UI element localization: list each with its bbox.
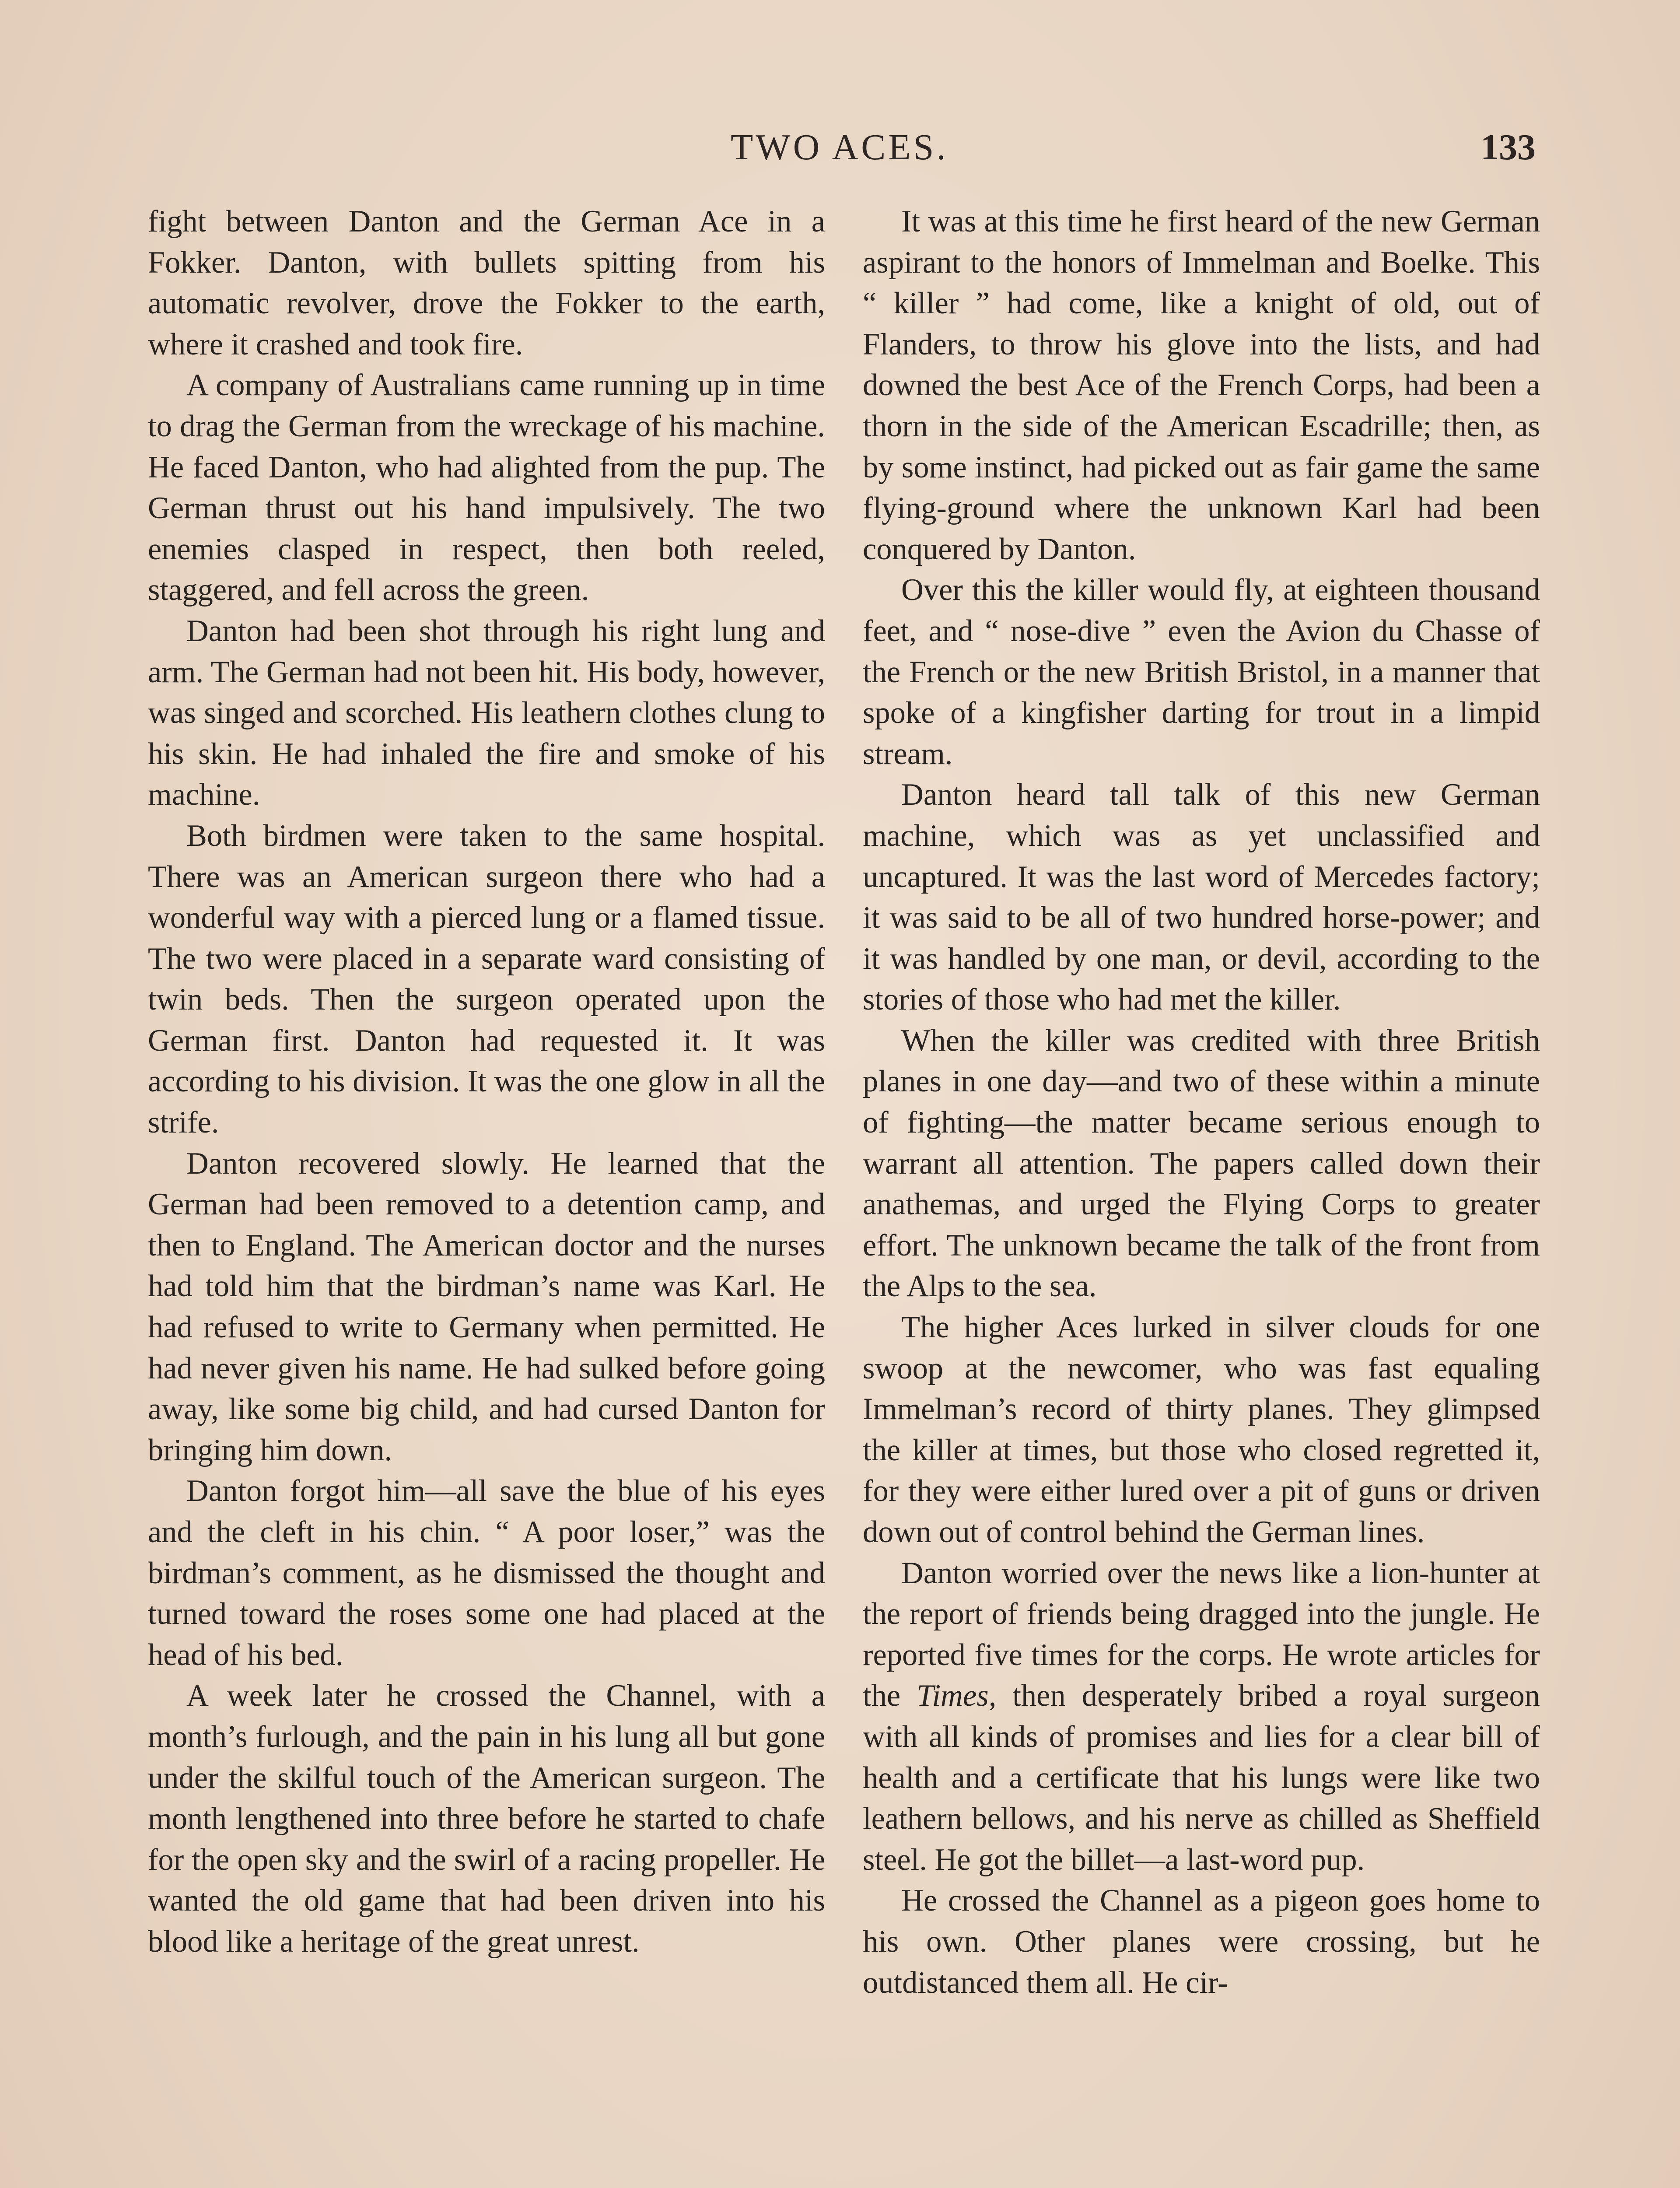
paragraph: It was at this time he first heard of the new German aspirant to the honors of Immelman and Boelke. This “ killer ” had come, like a knight of old, out of Flanders, to throw his glove into the lists, and had downed the best Ace of the French Corps, had been a thorn in the side of the American Escadrille; then, as by some instinct, had picked out as fair game the same flying-ground where the unknown Karl had been conquered by Danton. <box>863 204 1540 566</box>
paragraph: Danton had been shot through his right lung and arm. The German had not been hit. His body, however, was singed and scorched. His leathern clothes clung to his skin. He had inhaled the fire and smoke of his machine. <box>148 614 825 812</box>
right-column <box>863 201 1540 2003</box>
running-head <box>0 123 1680 172</box>
paragraph: Both birdmen were taken to the same hospital. There was an American surgeon there who had a wonderful way with a pierced lung or a flamed tissue. The two were placed in a separate ward consisting of twin beds. Then the surgeon operated upon the German first. Danton had requested it. It was according to his division. It was the one glow in all the strife. <box>148 818 825 1140</box>
page-number: 133 <box>1480 127 1536 168</box>
paragraph-text: then desperately bribed a royal surgeon with all kinds of promises and lies for a clear bill of health and a certificate that his lungs were like two leathern bellows, and his nerve as chilled as Sheffield steel. He got the billet—a last-word pup. <box>863 1679 1540 1877</box>
paragraph-text: Danton worried over the news like a lion-hunter at the report of friends being dragged into the jungle. He reported five times for the corps. He wrote articles for the <box>863 1556 1540 1713</box>
paragraph: Danton heard tall talk of this new German machine, which was as yet unclassified and uncaptured. It was the last word of Mercedes factory; it was said to be all of two hundred horse-power; and it was handled by one man, or devil, according to the stories of those who had met the killer. <box>863 778 1540 1017</box>
left-column <box>148 201 825 1963</box>
paragraph: He crossed the Channel as a pigeon goes home to his own. Other planes were crossing, but he outdistanced them all. He cir- <box>863 1883 1540 2000</box>
paragraph: The higher Aces lurked in silver clouds for one swoop at the newcomer, who was fast equaling Immelman’s record of thirty planes. They glimpsed the killer at times, but those who closed regretted it, for they were either lured over a pit of guns or driven down out of control behind the German lines. <box>863 1310 1540 1549</box>
paragraph: When the killer was credited with three British planes in one day—and two of these within a minute of fighting—the matter became serious enough to warrant all attention. The papers called down their anathemas, and urged the Flying Corps to greater effort. The unknown became the talk of the front from the Alps to the sea. <box>863 1023 1540 1304</box>
paragraph <box>863 1553 1540 1881</box>
paragraph: fight between Danton and the German Ace in a Fokker. Danton, with bullets spitting from his automatic revolver, drove the Fokker to the earth, where it crashed and took fire. <box>148 204 825 361</box>
paragraph: Danton recovered slowly. He learned that the German had been removed to a detention camp, and then to England. The American doctor and the nurses had told him that the birdman’s name was Karl. He had refused to write to Germany when permitted. He had never given his name. He had sulked before going away, like some big child, and had cursed Danton for bringing him down. <box>148 1146 825 1467</box>
newspaper-title: Times, <box>917 1679 997 1713</box>
paragraph: Over this the killer would fly, at eighteen thousand feet, and “ nose-dive ” even the Avion du Chasse of the French or the new British Bristol, in a manner that spoke of a kingfisher darting for trout in a limpid stream. <box>863 573 1540 771</box>
paragraph: A week later he crossed the Channel, with a month’s furlough, and the pain in his lung all but gone under the skilful touch of the American surgeon. The month lengthened into three before he started to chafe for the open sky and the swirl of a racing propeller. He wanted the old game that had been driven into his blood like a heritage of the great unrest. <box>148 1679 825 1959</box>
running-title: TWO ACES. <box>731 127 948 168</box>
paragraph: A company of Australians came running up in time to drag the German from the wreckage of his machine. He faced Danton, who had alighted from the pup. The German thrust out his hand impulsively. The two enemies clasped in respect, then both reeled, staggered, and fell across the green. <box>148 368 825 607</box>
paragraph: Danton forgot him—all save the blue of his eyes and the cleft in his chin. “ A poor loser,” was the birdman’s comment, as he dismissed the thought and turned toward the roses some one had placed at the head of his bed. <box>148 1474 825 1672</box>
